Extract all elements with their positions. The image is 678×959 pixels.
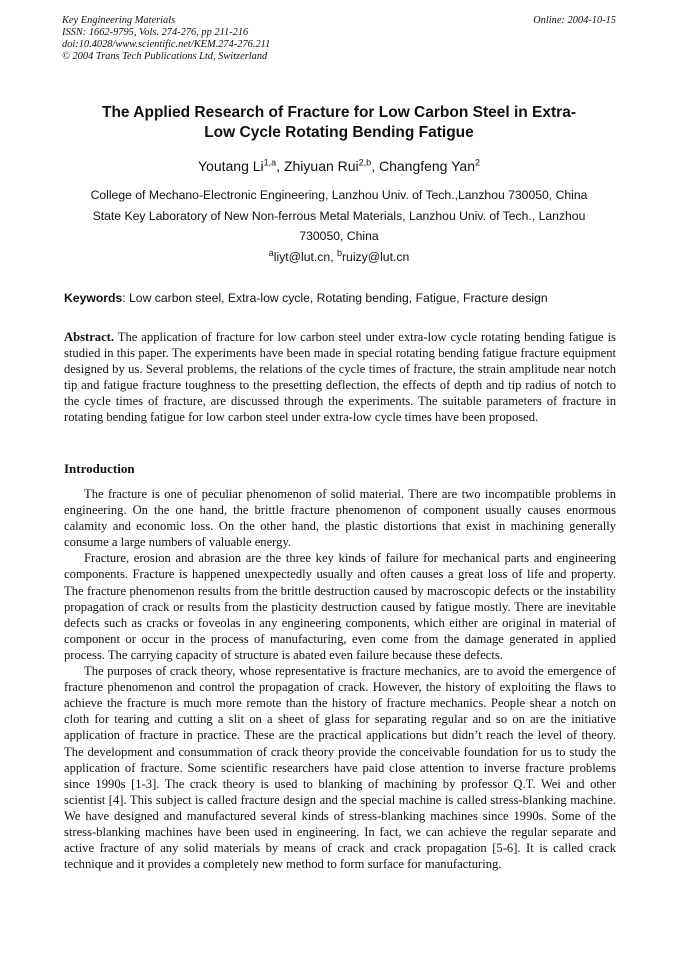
author-separator: , [276, 158, 284, 174]
journal-name: Key Engineering Materials [62, 15, 176, 26]
author-name: Youtang Li [198, 158, 264, 174]
abstract-label: Abstract. [64, 330, 115, 344]
author-affiliation-mark: 2,b [358, 157, 372, 168]
abstract [64, 329, 616, 426]
affiliation-2-line-2: 730050, China [299, 229, 379, 243]
author-separator: , [371, 158, 379, 174]
introduction-body [64, 486, 616, 872]
email-mark-a: a [268, 247, 274, 258]
paper-title [60, 103, 618, 143]
keywords-label: Keywords [64, 291, 123, 305]
email-separator: , [330, 250, 337, 264]
affiliation-1: College of Mechano-Electronic Engineering, Lanzhou Univ. of Tech.,Lanzhou 730050, China [90, 188, 588, 202]
keywords [64, 289, 624, 307]
journal-header [62, 15, 270, 63]
doi-line: doi:10.4028/www.scientific.net/KEM.274-276.211 [62, 39, 271, 50]
title-line-2: Low Cycle Rotating Bending Fatigue [204, 124, 474, 141]
author-name: Changfeng Yan [378, 158, 475, 174]
copyright-line: © 2004 Trans Tech Publications Ltd, Switzerland [62, 51, 268, 62]
paragraph: The fracture is one of peculiar phenomenon of solid material. There are two incompatible problems in engineering. On the one hand, the brittle fracture phenomenon of component usually causes enormous calamity and economic loss. On the other hand, the plastic distortions that exist in machining generally consume a large numbers of valuable energy. [64, 487, 616, 550]
author-affiliation-mark: 1,a [263, 157, 277, 168]
title-line-1: The Applied Research of Fracture for Low Carbon Steel in Extra- [102, 104, 576, 121]
section-heading-introduction: Introduction [64, 461, 135, 476]
author-list [60, 156, 618, 176]
email-b[interactable]: ruizy@lut.cn [341, 250, 410, 264]
author-emails [60, 248, 618, 266]
keywords-text: : Low carbon steel, Extra-low cycle, Rotating bending, Fatigue, Fracture design [122, 291, 548, 305]
paragraph: Fracture, erosion and abrasion are the three key kinds of failure for mechanical parts and engineering components. Fracture is happened unexpectedly usually and often causes a great loss of life and property. The fracture phenomenon results from the brittle destruction caused by macroscopic defects or the instability propagation of crack or results from the plasticity destruction caused by fatigue mostly. There are inevitable defects such as cracks or foveolas in any engineering components, which either are original in material of component or occur in the process of manufacturing, even come from the damage generated in applied process. The carrying capacity of structure is abated even failure because these defects. [64, 551, 616, 662]
issn-line: ISSN: 1662-9795, Vols. 274-276, pp 211-216 [62, 27, 249, 38]
abstract-text: The application of fracture for low carbon steel under extra-low cycle rotating bending fatigue is studied in this paper. The experiments have been made in special rotating bending fatigue fracture equipment designed by us. Several problems, the relations of the cycle times of fracture, the strain amplitude near notch tip and fatigue fracture toughness to the presetting deflection, the effects of depth and tip radius of notch to the cycle times of fracture, are discussed through the experiments. The suitable parameters of fracture in rotating bending fatigue for low carbon steel under extra-low cycle times have been proposed. [64, 330, 616, 425]
affiliation-2-line-1: State Key Laboratory of New Non-ferrous Metal Materials, Lanzhou Univ. of Tech., Lanzhou [92, 209, 586, 223]
paragraph: The purposes of crack theory, whose representative is fracture mechanics, are to avoid the emergence of fracture phenomenon and control the propagation of crack. However, the history of exploiting the flaws to achieve the fracture is much more remote than the history of fracture mechanics. People shear a notch on cloth for tearing and cutting a slit on a sheet of glass for separating regular and so on are the initiative application of fracture in practice. These are the practical applications but didn’t reach the level of theory. The development and consummation of crack theory provide the conceivable foundation for us to study the application of fracture. Some scientific researchers have paid close attention to inverse fracture problems since 1990s [1-3]. The crack theory is used to blanking of machining by professor Q.T. Wei and other scientist [4]. This subject is called fracture design and the special machine is called stress-blanking machine. We have designed and manufactured several kinds of stress-blanking machines since 1990s. Some of the stress-blanking machines have been used in engineering. In fact, we can achieve the regular separate and active fracture of any solid materials by means of crack and crack propagation [5-6]. It is called crack technique and it provides a completely new method to form surface for manufacturing. [64, 664, 616, 872]
author-affiliation-mark: 2 [474, 157, 480, 168]
author-name: Zhiyuan Rui [283, 158, 359, 174]
affiliation-2 [60, 206, 618, 246]
email-a[interactable]: liyt@lut.cn [273, 250, 331, 264]
online-date: Online: 2004-10-15 [533, 15, 616, 26]
email-mark-b: b [336, 247, 342, 258]
